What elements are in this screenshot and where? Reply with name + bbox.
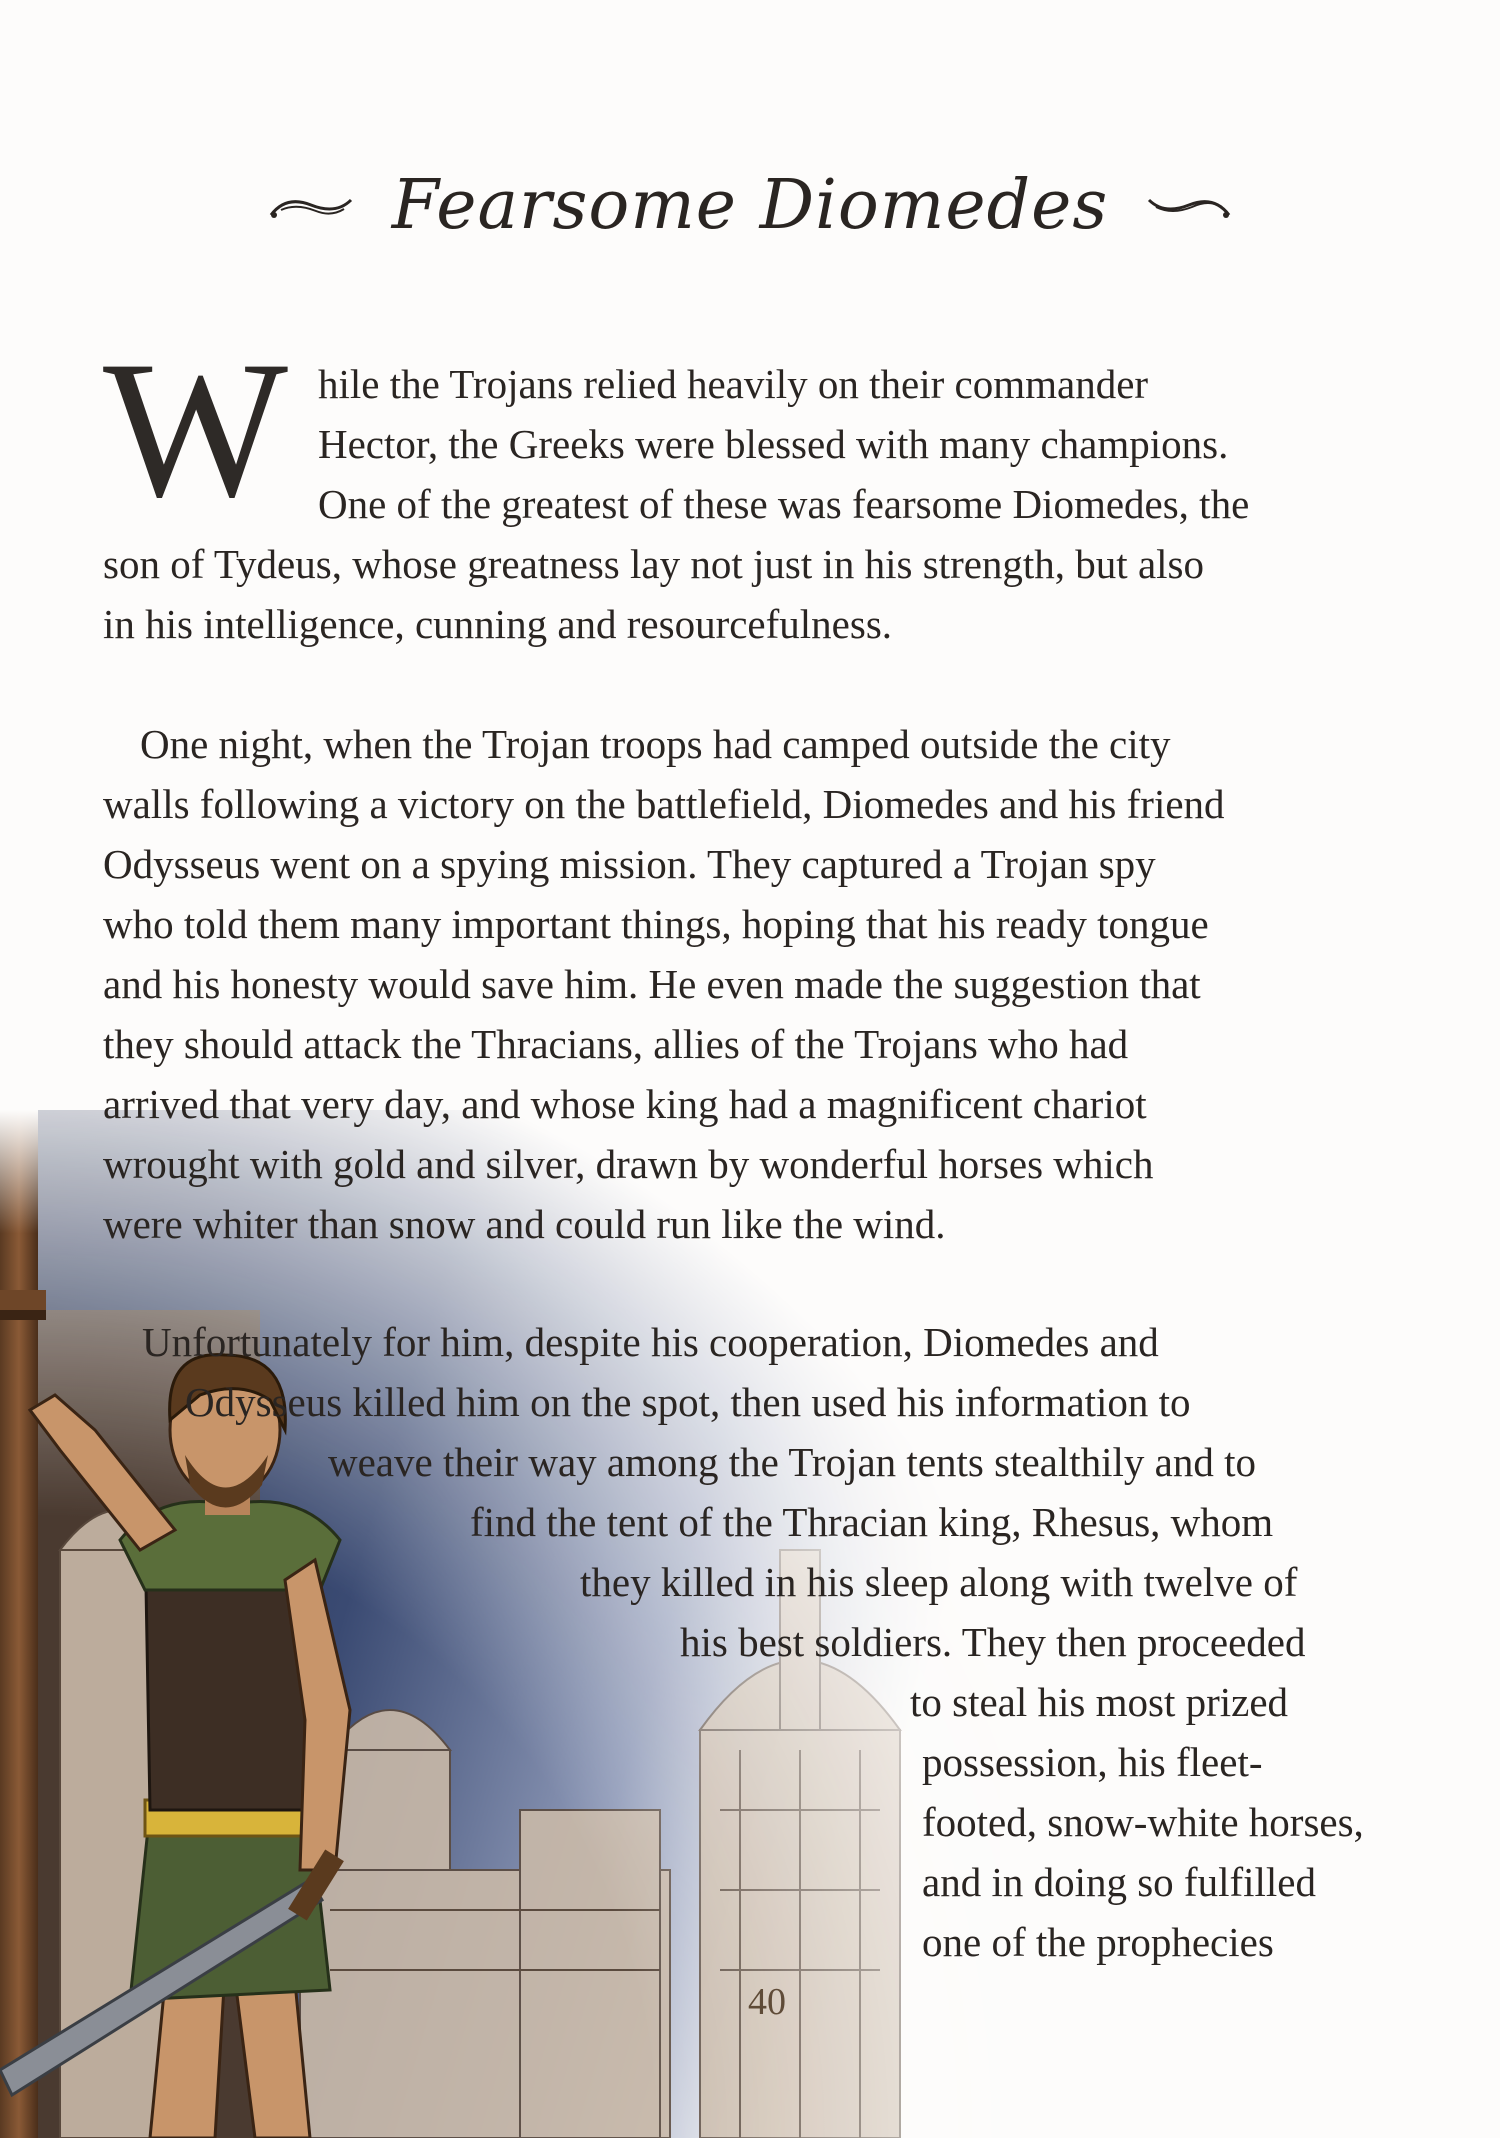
paragraph1-line: One of the greatest of these was fearsome Diomedes, the [318, 481, 1250, 527]
paragraph1-line: in his intelligence, cunning and resourcefulness. [103, 601, 893, 647]
left-flourish-icon [266, 185, 356, 225]
paragraph2-line: arrived that very day, and whose king had a magnificent chariot [103, 1081, 1147, 1127]
paragraph2-line: wrought with gold and silver, drawn by wonderful horses which [103, 1141, 1154, 1187]
title-row [0, 150, 1500, 260]
paragraph2-line: they should attack the Thracians, allies of the Trojans who had [103, 1021, 1129, 1067]
paragraph2-line: walls following a victory on the battlefield, Diomedes and his friend [103, 781, 1225, 827]
paragraph2-line: One night, when the Trojan troops had camped outside the city [140, 721, 1171, 767]
paragraph3-line: his best soldiers. They then proceeded [680, 1619, 1306, 1665]
paragraph3-line: Odysseus killed him on the spot, then used his information to [185, 1379, 1191, 1425]
paragraph1-line: Hector, the Greeks were blessed with many champions. [318, 421, 1229, 467]
paragraph3-line: to steal his most prized [910, 1679, 1289, 1725]
paragraph3-line: one of the prophecies [922, 1919, 1274, 1965]
paragraph2-line: who told them many important things, hoping that his ready tongue [103, 901, 1209, 947]
paragraph2-line: Odysseus went on a spying mission. They captured a Trojan spy [103, 841, 1156, 887]
paragraph3-line: and in doing so fulfilled [922, 1859, 1317, 1905]
paragraph3-line: find the tent of the Thracian king, Rhesus, whom [470, 1499, 1274, 1545]
page-number: 40 [748, 1981, 786, 2023]
paragraph2-line: and his honesty would save him. He even made the suggestion that [103, 961, 1201, 1007]
paragraph2-line: were whiter than snow and could run like the wind. [103, 1201, 946, 1247]
paragraph3-line: they killed in his sleep along with twelve of [580, 1559, 1298, 1605]
paragraph3-line: footed, snow-white horses, [922, 1799, 1364, 1845]
paragraph3-line: possession, his fleet- [922, 1739, 1263, 1785]
paragraph1-line: hile the Trojans relied heavily on their commander [318, 361, 1149, 407]
paragraph3-line: Unfortunately for him, despite his cooperation, Diomedes and [142, 1319, 1159, 1365]
drop-cap: W [103, 321, 288, 538]
paragraph1-line: son of Tydeus, whose greatness lay not just in his strength, but also [103, 541, 1204, 587]
page-title: Fearsome Diomedes [391, 165, 1109, 245]
right-flourish-icon [1144, 185, 1234, 225]
paragraph3-line: weave their way among the Trojan tents stealthily and to [328, 1439, 1257, 1485]
